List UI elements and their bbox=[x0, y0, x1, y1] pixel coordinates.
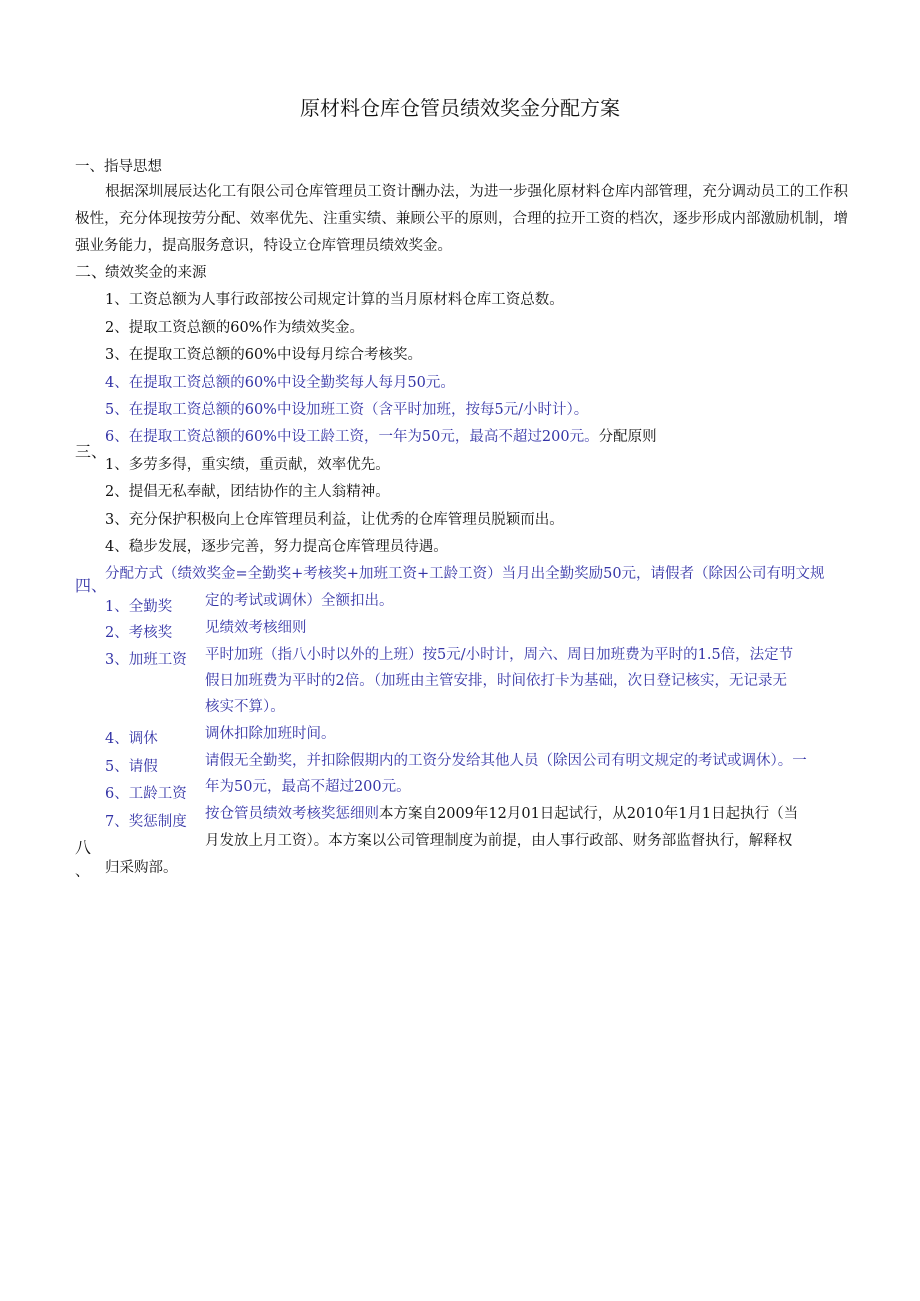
page-title: 原材料仓库仓管员绩效奖金分配方案 bbox=[300, 96, 620, 120]
section-2-item-1: 1、工资总额为人事行政部按公司规定计算的当月原材料仓库工资总数。 bbox=[105, 292, 564, 308]
row-text-leave-1: 请假无全勤奖，并扣除假期内的工资分发给其他人员（除因公司有明文规定的考试或调休）。一 bbox=[205, 753, 807, 769]
row-text-reward-penalty bbox=[205, 804, 798, 824]
section-2-item-6: 6、在提取工资总额的60%中设工龄工资，一年为50元，最高不超过200元。 bbox=[105, 429, 599, 445]
section-3-item-2: 2、提倡无私奉献，团结协作的主人翁精神。 bbox=[105, 484, 390, 500]
section-3-number: 三、 bbox=[75, 442, 108, 461]
row-label-attendance: 1、全勤奖 bbox=[105, 599, 173, 615]
row-text-overtime-3: 核实不算）。 bbox=[205, 699, 285, 715]
row-text-time-off: 调休扣除加班时间。 bbox=[205, 726, 336, 742]
closing-line-3: 归采购部。 bbox=[105, 860, 178, 876]
row-label-leave: 5、请假 bbox=[105, 759, 158, 775]
section-2-number: 二、 bbox=[75, 262, 108, 281]
row-text-assessment: 见绩效考核细则 bbox=[205, 620, 307, 636]
section-8-number: 八 bbox=[75, 838, 92, 857]
section-4-intro-line-1: 分配方式（绩效奖金=全勤奖+考核奖+加班工资+工龄工资）当月出全勤奖励50元，请假者（除因公司有明文规 bbox=[105, 566, 825, 582]
section-4-number: 四、 bbox=[75, 576, 108, 595]
reward-penalty-blue: 按仓管员绩效考核奖惩细则 bbox=[205, 806, 379, 822]
row-text-overtime-2: 假日加班费为平时的2倍。（加班由主管安排，时间依打卡为基础，次日登记核实，无记录无 bbox=[205, 673, 787, 689]
section-2-item-3: 3、在提取工资总额的60%中设每月综合考核奖。 bbox=[105, 347, 422, 363]
section-1-body bbox=[75, 179, 848, 260]
section-3-item-3: 3、充分保护积极向上仓库管理员利益，让优秀的仓库管理员脱颖而出。 bbox=[105, 512, 564, 528]
section-2-item-4: 4、在提取工资总额的60%中设全勤奖每人每月50元。 bbox=[105, 375, 455, 391]
section-2-item-5: 5、在提取工资总额的60%中设加班工资（含平时加班，按每5元/小时计）。 bbox=[105, 402, 589, 418]
section-1-heading: 一、指导思想 bbox=[75, 159, 162, 175]
row-label-seniority: 6、工龄工资 bbox=[105, 786, 187, 802]
row-text-overtime-1: 平时加班（指八小时以外的上班）按5元/小时计，周六、周日加班费为平时的1.5倍，法定节 bbox=[205, 647, 794, 663]
row-label-time-off: 4、调休 bbox=[105, 731, 158, 747]
section-3-item-4: 4、稳步发展，逐步完善，努力提高仓库管理员待遇。 bbox=[105, 539, 448, 555]
section-1-text: 根据深圳展辰达化工有限公司仓库管理员工资计酬办法，为进一步强化原材料仓库内部管理，充分调动员工的工作积极性，充分体现按劳分配、效率优先、注重实绩、兼顾公平的原则，合理的拉开工资的档次，逐步形成内部激励机制，增强业务能力，提高服务意识，特设立仓库管理员绩效奖金。 bbox=[75, 184, 848, 254]
section-3-item-1: 1、多劳多得，重实绩，重贡献，效率优先。 bbox=[105, 457, 390, 473]
section-8-dot: 、 bbox=[75, 864, 90, 880]
closing-line-2: 月发放上月工资）。本方案以公司管理制度为前提，由人事行政部、财务部监督执行，解释权 bbox=[205, 833, 793, 849]
section-2-item-2: 2、提取工资总额的60%作为绩效奖金。 bbox=[105, 320, 364, 336]
section-4-intro-line-2: 定的考试或调休）全额扣出。 bbox=[205, 593, 394, 609]
section-3-heading: 分配原则 bbox=[598, 429, 657, 445]
row-label-overtime: 3、加班工资 bbox=[105, 652, 187, 668]
row-label-reward-penalty: 7、奖惩制度 bbox=[105, 814, 187, 830]
section-2-item-6-line bbox=[105, 427, 657, 447]
section-2-heading: 绩效奖金的来源 bbox=[105, 265, 207, 281]
row-label-assessment: 2、考核奖 bbox=[105, 625, 173, 641]
reward-penalty-black: 本方案自2009年12月01日起试行，从2010年1月1日起执行（当 bbox=[379, 806, 799, 822]
row-text-leave-2: 年为50元，最高不超过200元。 bbox=[205, 779, 411, 795]
